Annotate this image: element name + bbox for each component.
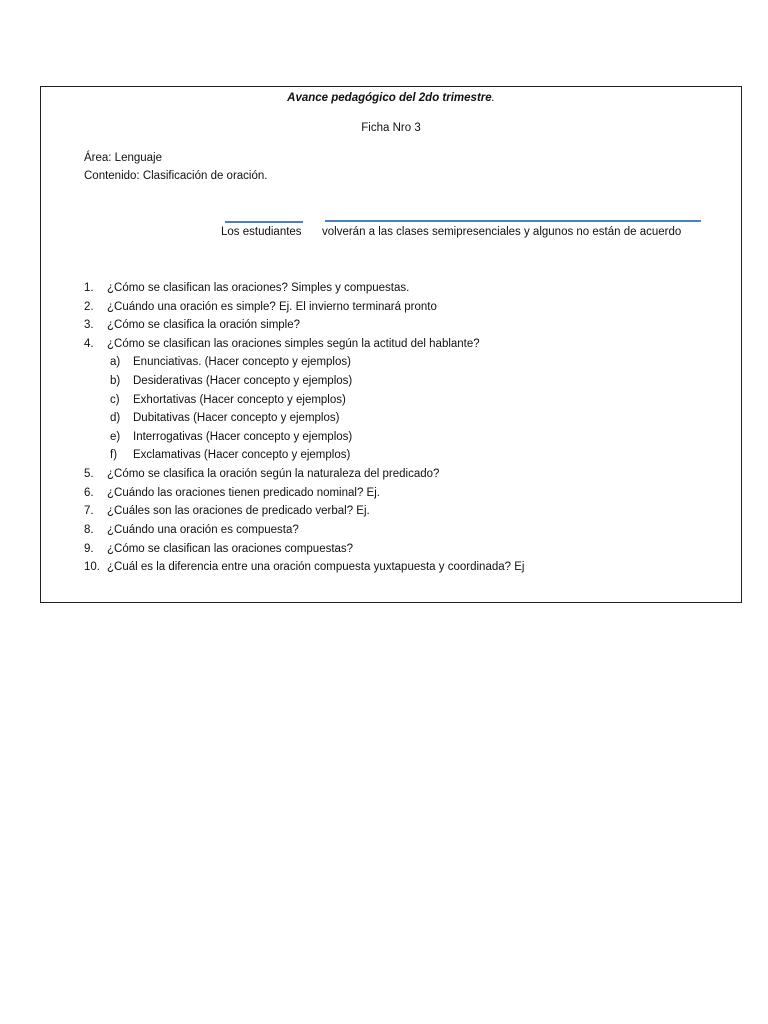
subitem-letter: a) — [110, 356, 121, 368]
question-number: 1. — [84, 282, 94, 294]
question-number: 3. — [84, 319, 94, 331]
subitem-text: Desiderativas (Hacer concepto y ejemplos) — [133, 375, 353, 387]
subject-underline — [225, 221, 303, 223]
question-text: ¿Cuándo una oración es simple? Ej. El invierno terminará pronto — [107, 301, 437, 313]
question-number: 10. — [84, 561, 100, 573]
question-number: 7. — [84, 505, 94, 517]
question-text: ¿Cómo se clasifica la oración simple? — [107, 319, 301, 331]
question-text: ¿Cómo se clasifican las oraciones? Simples y compuestas. — [107, 282, 410, 294]
ficha-number: Ficha Nro 3 — [361, 122, 421, 134]
subitem-text: Dubitativas (Hacer concepto y ejemplos) — [133, 412, 340, 424]
question-text: ¿Cómo se clasifica la oración según la naturaleza del predicado? — [107, 468, 440, 480]
contenido-label: Contenido: Clasificación de oración. — [84, 170, 268, 182]
question-number: 9. — [84, 543, 94, 555]
subitem-letter: d) — [110, 412, 121, 424]
subitem-letter: c) — [110, 394, 120, 406]
title-text: Avance pedagógico del 2do trimestre — [287, 92, 492, 104]
example-sentence-predicate: volverán a las clases semipresenciales y algunos no están de acuerdo — [322, 226, 682, 238]
question-text: ¿Cuáles son las oraciones de predicado verbal? Ej. — [107, 505, 370, 517]
question-number: 5. — [84, 468, 94, 480]
question-number: 8. — [84, 524, 94, 536]
subitem-text: Exclamativas (Hacer concepto y ejemplos) — [133, 449, 351, 461]
subitem-text: Enunciativas. (Hacer concepto y ejemplos) — [133, 356, 351, 368]
question-text: ¿Cuándo las oraciones tienen predicado nominal? Ej. — [107, 487, 380, 499]
subitem-text: Interrogativas (Hacer concepto y ejemplos) — [133, 431, 353, 443]
worksheet-title — [41, 91, 741, 105]
area-label: Área: Lenguaje — [84, 152, 163, 164]
predicate-underline — [325, 220, 701, 222]
subitem-text: Exhortativas (Hacer concepto y ejemplos) — [133, 394, 346, 406]
worksheet-frame — [40, 86, 742, 603]
question-number: 4. — [84, 338, 94, 350]
example-sentence-subject: Los estudiantes — [221, 226, 302, 238]
subitem-letter: b) — [110, 375, 121, 387]
question-number: 2. — [84, 301, 94, 313]
question-text: ¿Cuándo una oración es compuesta? — [107, 524, 299, 536]
question-text: ¿Cómo se clasifican las oraciones compuestas? — [107, 543, 354, 555]
question-number: 6. — [84, 487, 94, 499]
subitem-letter: e) — [110, 431, 121, 443]
question-text: ¿Cómo se clasifican las oraciones simples según la actitud del hablante? — [107, 338, 480, 350]
subitem-letter: f) — [110, 449, 118, 461]
title-period: . — [491, 92, 495, 104]
question-text: ¿Cuál es la diferencia entre una oración compuesta yuxtapuesta y coordinada? Ej — [107, 561, 525, 573]
